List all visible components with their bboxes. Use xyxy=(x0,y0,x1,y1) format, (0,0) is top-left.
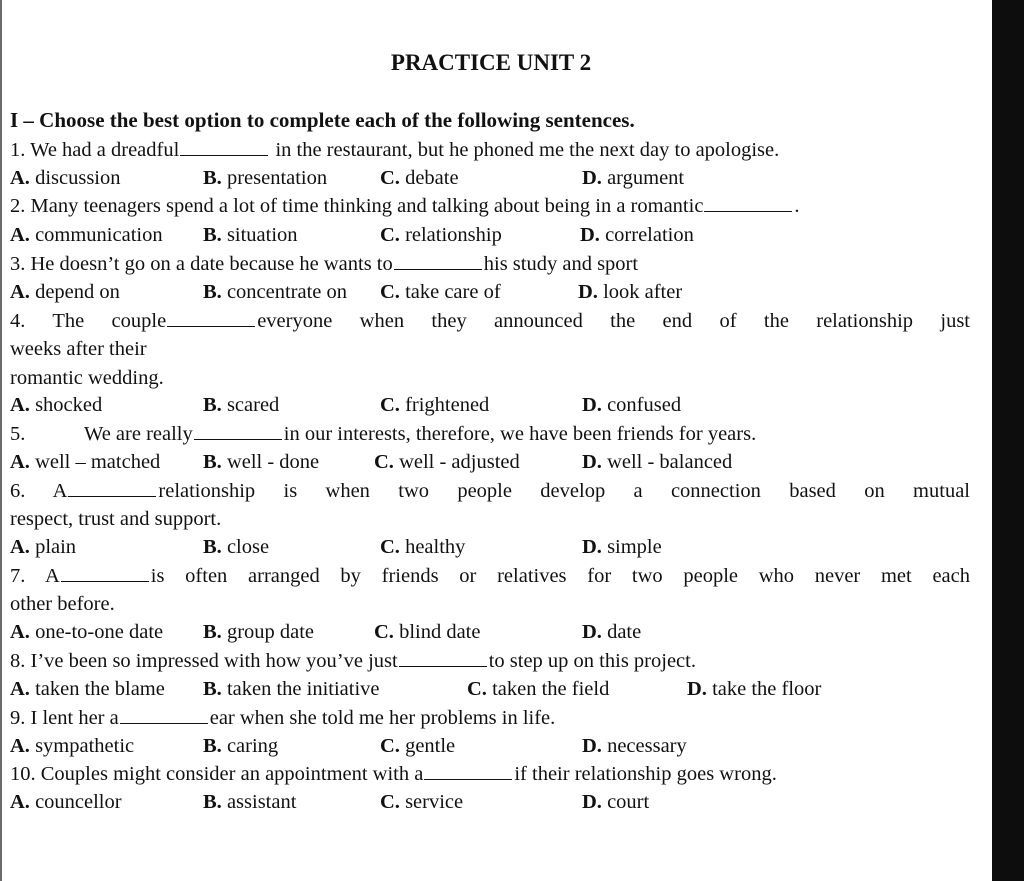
option-b: B. taken the initiative xyxy=(203,678,380,700)
section-heading: I – Choose the best option to complete each of the following sentences. xyxy=(10,108,635,132)
option-d: D. simple xyxy=(582,536,662,558)
option-b: B. caring xyxy=(203,735,279,757)
answer-blank xyxy=(120,723,208,724)
answer-blank xyxy=(399,666,487,667)
option-a: A. depend on xyxy=(10,281,120,303)
option-a: A. one-to-one date xyxy=(10,621,164,643)
question-6-cont: respect, trust and support. xyxy=(10,508,222,530)
option-b: B. close xyxy=(203,536,270,558)
option-c: C. take care of xyxy=(380,281,501,303)
option-d: D. take the floor xyxy=(687,678,822,700)
answer-blank xyxy=(194,439,282,440)
option-c: C. relationship xyxy=(380,224,502,246)
question-5: 5. We are really in our interests, therefore, we have been friends for years. xyxy=(10,423,757,445)
question-4: 4. The couple everyone when they announced the end of the relationship just xyxy=(10,310,970,332)
option-c: C. frightened xyxy=(380,394,490,416)
option-a: A. well – matched xyxy=(10,451,161,473)
option-a: A. taken the blame xyxy=(10,678,165,700)
option-a: A. plain xyxy=(10,536,77,558)
option-c: C. service xyxy=(380,791,464,813)
option-c: C. well - adjusted xyxy=(374,451,520,473)
question-7: 7. A is often arranged by friends or relatives for two people who never met each xyxy=(10,565,970,587)
option-b: B. situation xyxy=(203,224,298,246)
answer-blank xyxy=(68,496,156,497)
option-b: B. scared xyxy=(203,394,280,416)
question-4-cont: romantic wedding. xyxy=(10,367,164,389)
option-b: B. well - done xyxy=(203,451,320,473)
answer-blank xyxy=(61,581,149,582)
question-6: 6. A relationship is when two people develop a connection based on mutual xyxy=(10,480,970,502)
option-b: B. group date xyxy=(203,621,315,643)
question-3: 3. He doesn’t go on a date because he wants to his study and sport xyxy=(10,253,639,275)
option-d: D. court xyxy=(582,791,650,813)
option-d: D. confused xyxy=(582,394,682,416)
option-d: D. well - balanced xyxy=(582,451,733,473)
question-1: 1. We had a dreadful in the restaurant, but he phoned me the next day to apologise. xyxy=(10,139,780,161)
answer-blank xyxy=(167,326,255,327)
option-d: D. necessary xyxy=(582,735,687,757)
option-d: D. argument xyxy=(582,167,685,189)
answer-blank xyxy=(704,211,792,212)
right-dark-border xyxy=(992,0,1024,881)
question-7-cont: other before. xyxy=(10,593,115,615)
answer-blank xyxy=(180,155,268,156)
option-a: A. communication xyxy=(10,224,163,246)
option-c: C. gentle xyxy=(380,735,456,757)
question-4-cont: weeks after their xyxy=(10,338,147,360)
option-d: D. date xyxy=(582,621,642,643)
option-d: D. correlation xyxy=(580,224,694,246)
option-a: A. councellor xyxy=(10,791,122,813)
option-a: A. discussion xyxy=(10,167,121,189)
answer-blank xyxy=(394,269,482,270)
page-title: PRACTICE UNIT 2 xyxy=(390,50,592,75)
left-page-edge xyxy=(0,0,2,881)
option-c: C. healthy xyxy=(380,536,466,558)
answer-blank xyxy=(424,779,512,780)
option-c: C. taken the field xyxy=(467,678,610,700)
option-a: A. shocked xyxy=(10,394,103,416)
option-c: C. debate xyxy=(380,167,459,189)
option-a: A. sympathetic xyxy=(10,735,135,757)
question-9: 9. I lent her a ear when she told me her problems in life. xyxy=(10,707,556,729)
option-d: D. look after xyxy=(578,281,683,303)
question-8: 8. I’ve been so impressed with how you’ve just to step up on this project. xyxy=(10,650,696,672)
option-b: B. concentrate on xyxy=(203,281,348,303)
option-b: B. assistant xyxy=(203,791,297,813)
option-c: C. blind date xyxy=(374,621,481,643)
option-b: B. presentation xyxy=(203,167,328,189)
question-2: 2. Many teenagers spend a lot of time thinking and talking about being in a romantic . xyxy=(10,195,800,217)
question-10: 10. Couples might consider an appointment with a if their relationship goes wrong. xyxy=(10,763,777,785)
